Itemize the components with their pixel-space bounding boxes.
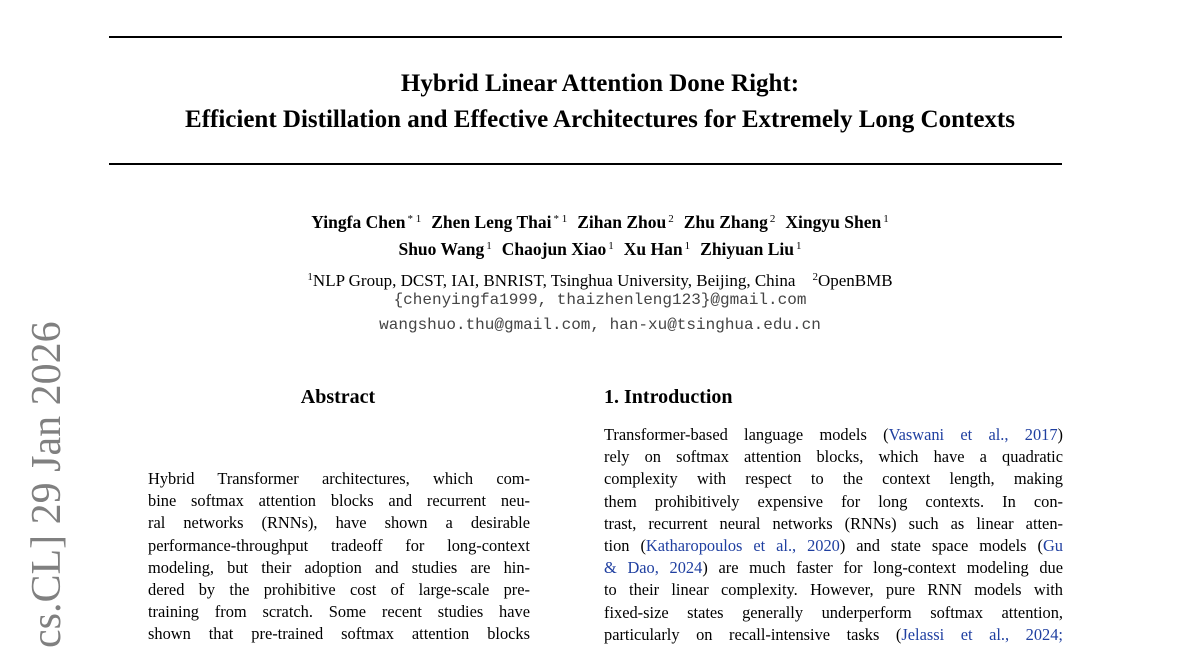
affiliation-1-mark: 1: [307, 271, 313, 283]
author-name: Zhu Zhang: [683, 212, 768, 232]
title-bottom-rule: [109, 163, 1062, 165]
paper-title: [0, 66, 1200, 138]
author-l2-2: [624, 239, 690, 259]
author-emails-line-2: wangshuo.thu@gmail.com, han-xu@tsinghua.edu.cn: [379, 316, 821, 334]
author-affiliation-mark: 2: [769, 213, 776, 225]
author-name: Zhiyuan Liu: [700, 239, 795, 259]
introduction-line: [604, 491, 1063, 513]
author-name: Zhen Leng Thai: [431, 212, 552, 232]
author-affiliation-mark: * 1: [407, 213, 422, 225]
introduction-line: [604, 535, 1063, 557]
author-name: Chaojun Xiao: [501, 239, 607, 259]
paper-title-line-1: Hybrid Linear Attention Done Right:: [400, 70, 800, 97]
author-l1-0: [311, 212, 421, 232]
author-l1-2: [577, 212, 674, 232]
author-emails-line-1: {chenyingfa1999, thaizhenleng123}@gmail.com: [393, 291, 807, 309]
author-affiliation-mark: 1: [486, 240, 492, 252]
citation-link[interactable]: Vaswani et al., 2017: [888, 425, 1058, 444]
author-name: Yingfa Chen: [311, 212, 406, 232]
introduction-line: [604, 424, 1063, 446]
author-l1-4: [785, 212, 888, 232]
author-l2-1: [502, 239, 614, 259]
text-run: tion (: [604, 536, 646, 556]
author-affiliation-mark: 1: [684, 240, 691, 252]
introduction-line: [604, 602, 1063, 624]
introduction-body: [604, 424, 1063, 646]
text-run: trast, recurrent neural networks (RNNs) such as linear atten-: [604, 513, 1063, 533]
abstract-line: training from scratch. Some recent studies have: [148, 602, 530, 622]
author-affiliation-mark: 1: [608, 240, 614, 252]
text-run: them prohibitively expensive for long contexts. In con-: [604, 491, 1063, 511]
affiliation-2-mark: 2: [812, 271, 818, 283]
introduction-line: [604, 557, 1063, 579]
introduction-heading: 1. Introduction: [604, 386, 733, 408]
author-affiliation-mark: 1: [883, 213, 889, 225]
introduction-line: [604, 446, 1063, 468]
text-run: ) and state space models (: [839, 536, 1043, 556]
citation-link[interactable]: Jelassi et al., 2024;: [901, 624, 1063, 644]
abstract-body: [148, 468, 530, 646]
author-list: [0, 207, 1200, 261]
text-run: Transformer-based language models (: [604, 425, 889, 444]
author-l2-3: [700, 239, 801, 259]
author-line-2: [0, 234, 1200, 261]
author-l1-1: [431, 212, 567, 232]
citation-link[interactable]: & Dao, 2024: [604, 558, 703, 578]
abstract-line: modeling, but their adoption and studies are hin-: [148, 557, 530, 577]
affiliation-1: NLP Group, DCST, IAI, BNRIST, Tsinghua University, Beijing, China: [312, 271, 796, 290]
author-line-1: [0, 207, 1200, 234]
introduction-line: [604, 624, 1063, 646]
text-run: complexity with respect to the context length, making: [604, 469, 1063, 489]
text-run: fixed-size states generally underperform softmax attention,: [604, 602, 1063, 622]
author-l1-3: [684, 212, 776, 232]
citation-link[interactable]: Gu: [1042, 536, 1063, 556]
abstract-heading: Abstract: [300, 386, 376, 408]
text-run: rely on softmax attention blocks, which have a quadratic: [604, 447, 1063, 467]
text-run: particularly on recall-intensive tasks (: [604, 624, 902, 644]
author-name: Xu Han: [623, 239, 683, 259]
arxiv-side-stamp: cs.CL] 29 Jan 2026: [24, 321, 70, 648]
author-affiliation-mark: 2: [668, 213, 674, 225]
abstract-line: dered by the prohibitive cost of large-scale pre-: [148, 580, 530, 600]
paper-title-line-2: Efficient Distillation and Effective Architectures for Extremely Long Contexts: [185, 106, 1015, 133]
abstract-line: performance-throughput tradeoff for long-context: [148, 535, 530, 555]
abstract-line: bine softmax attention blocks and recurrent neu-: [148, 491, 530, 511]
citation-link[interactable]: Katharopoulos et al., 2020: [645, 536, 840, 556]
text-run: ) are much faster for long-context modeling due: [702, 558, 1063, 578]
author-l2-0: [398, 239, 491, 259]
author-affiliation-mark: 1: [796, 240, 802, 252]
author-affiliation-mark: * 1: [553, 213, 568, 225]
abstract-line: Hybrid Transformer architectures, which com-: [148, 469, 530, 488]
introduction-line: [604, 468, 1063, 490]
author-name: Zihan Zhou: [577, 212, 667, 232]
introduction-line: [604, 579, 1063, 601]
author-name: Xingyu Shen: [785, 212, 882, 232]
abstract-line: shown that pre-trained softmax attention blocks: [148, 624, 530, 644]
title-top-rule: [109, 36, 1062, 38]
affiliation-2: OpenBMB: [817, 271, 893, 290]
author-name: Shuo Wang: [398, 239, 485, 259]
abstract-line: ral networks (RNNs), have shown a desirable: [148, 513, 530, 533]
introduction-line: [604, 513, 1063, 535]
text-run: ): [1057, 425, 1063, 444]
text-run: to their linear complexity. However, pure RNN models with: [604, 580, 1063, 600]
